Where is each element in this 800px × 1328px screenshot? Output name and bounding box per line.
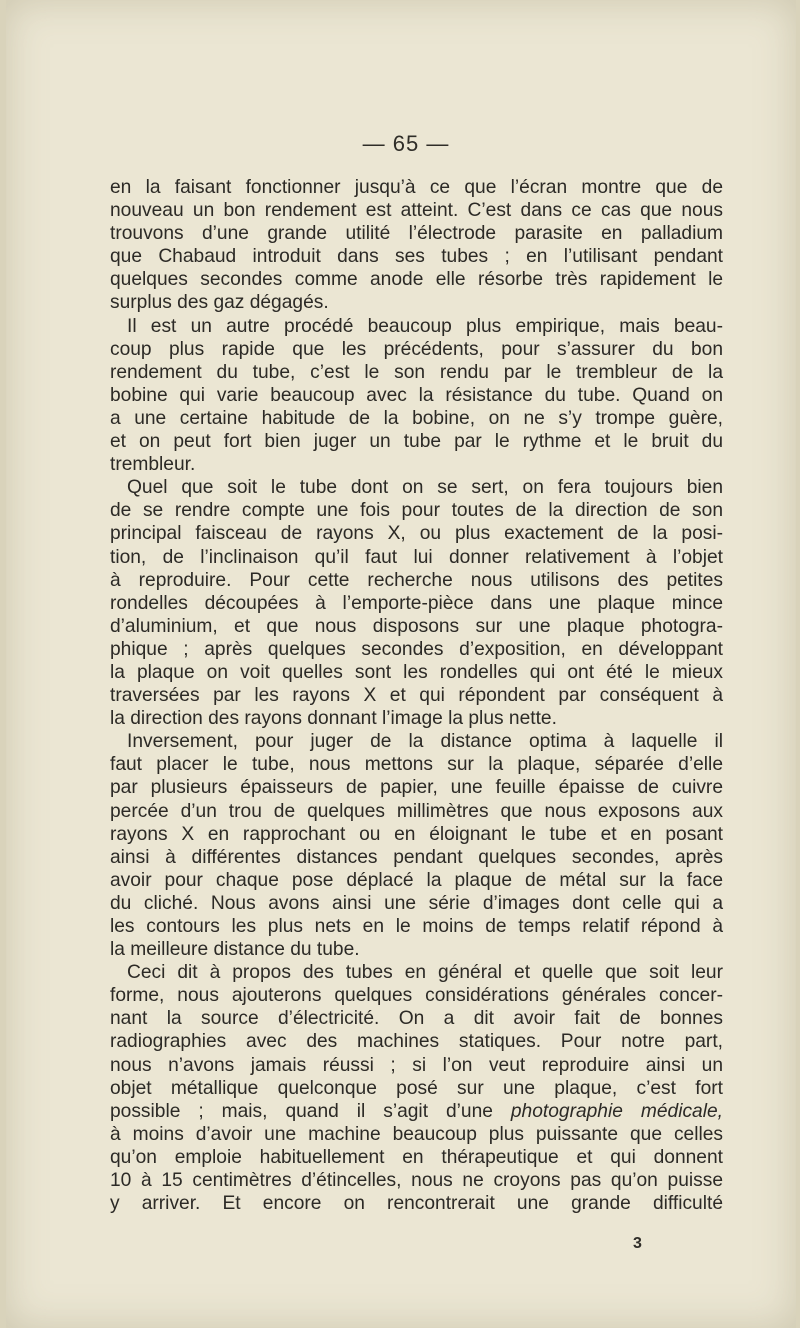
text-line: y arriver. Et encore on rencontrerait une grande difficulté: [110, 1193, 723, 1215]
text-line: a une certaine habitude de la bobine, on ne s’y trompe guère,: [110, 407, 723, 429]
text-line: trembleur.: [110, 454, 196, 476]
text-line: que Chabaud introduit dans ses tubes ; en l’utilisant pendant: [110, 246, 723, 268]
text-line: la direction des rayons donnant l’image la plus nette.: [110, 708, 557, 730]
text-line: principal faisceau de rayons X, ou plus exactement de la posi-: [110, 523, 723, 545]
text-line: tion, de l’inclinaison qu’il faut lui donner relativement à l’objet: [110, 546, 723, 568]
text-line-with-italic: [110, 1100, 723, 1123]
text-line: nous n’avons jamais réussi ; si l’on veut reproduire ainsi un: [110, 1054, 723, 1076]
text-line: percée d’un trou de quelques millimètres que nous exposons aux: [110, 800, 723, 822]
paragraph-start: Quel que soit le tube dont on se sert, on fera toujours bien: [127, 477, 723, 499]
text-line: nouveau un bon rendement est atteint. C’est dans ce cas que nous: [110, 200, 723, 222]
text-line: et on peut fort bien juger un tube par le rythme et le bruit du: [110, 431, 723, 453]
text-line: phique ; après quelques secondes d’exposition, en développant: [110, 638, 723, 660]
paragraph-start: Ceci dit à propos des tubes en général et quelle que soit leur: [127, 962, 723, 984]
text-line: ainsi à différentes distances pendant quelques secondes, après: [110, 846, 723, 868]
italic-phrase: photographie médicale,: [510, 1100, 723, 1122]
text-line: quelques secondes comme anode elle résorbe très rapidement le: [110, 269, 723, 291]
text-line: coup plus rapide que les précédents, pour s’assurer du bon: [110, 338, 723, 360]
text-line: qu’on emploie habituellement en thérapeutique et qui donnent: [110, 1146, 723, 1168]
text-line: la plaque on voit quelles sont les rondelles qui ont été le mieux: [110, 661, 723, 683]
text-run: possible ; mais, quand il s’agit d’une: [110, 1100, 511, 1122]
text-line: trouvons d’une grande utilité l’électrode parasite en palladium: [110, 223, 723, 245]
text-line: avoir pour chaque pose déplacé la plaque de métal sur la face: [110, 869, 723, 891]
text-line: à reproduire. Pour cette recherche nous utilisons des petites: [110, 569, 723, 591]
text-line: traversées par les rayons X et qui répondent par conséquent à: [110, 685, 723, 707]
text-line: rondelles découpées à l’emporte-pièce dans une plaque mince: [110, 592, 723, 614]
text-line: d’aluminium, et que nous disposons sur une plaque photogra-: [110, 615, 723, 637]
book-page: [6, 0, 796, 1328]
text-line: la meilleure distance du tube.: [110, 939, 360, 961]
page-number: — 65 —: [362, 131, 450, 156]
text-line: faut placer le tube, nous mettons sur la plaque, séparée d’elle: [110, 754, 723, 776]
text-line: les contours les plus nets en le moins de temps relatif répond à: [110, 916, 723, 937]
text-line: rayons X en rapprochant ou en éloignant le tube et en posant: [110, 823, 723, 845]
paragraph-start: Il est un autre procédé beaucoup plus empirique, mais beau-: [127, 315, 723, 337]
text-line: surplus des gaz dégagés.: [110, 292, 329, 314]
text-line: forme, nous ajouterons quelques considérations générales concer-: [110, 985, 723, 1007]
text-line: 10 à 15 centimètres d’étincelles, nous ne croyons pas qu’on puisse: [110, 1170, 723, 1192]
text-line: en la faisant fonctionner jusqu’à ce que l’écran montre que de: [110, 177, 723, 198]
text-line: de se rendre compte une fois pour toutes de la direction de son: [110, 500, 723, 522]
signature-mark: 3: [633, 1235, 642, 1252]
text-line: du cliché. Nous avons ainsi une série d’images dont celle qui a: [110, 892, 723, 914]
text-line: par plusieurs épaisseurs de papier, une feuille épaisse de cuivre: [110, 777, 723, 799]
text-line: objet métallique quelconque posé sur une plaque, c’est fort: [110, 1077, 723, 1099]
text-line: nant la source d’électricité. On a dit avoir fait de bonnes: [110, 1008, 723, 1030]
text-line: rendement du tube, c’est le son rendu par le trembleur de la: [110, 361, 723, 383]
paragraph-start: Inversement, pour juger de la distance optima à laquelle il: [127, 731, 723, 753]
text-line: radiographies avec des machines statiques. Pour notre part,: [110, 1031, 723, 1053]
text-line: à moins d’avoir une machine beaucoup plus puissante que celles: [110, 1123, 723, 1145]
body-text: [110, 176, 723, 1215]
text-line: bobine qui varie beaucoup avec la résistance du tube. Quand on: [110, 384, 723, 406]
